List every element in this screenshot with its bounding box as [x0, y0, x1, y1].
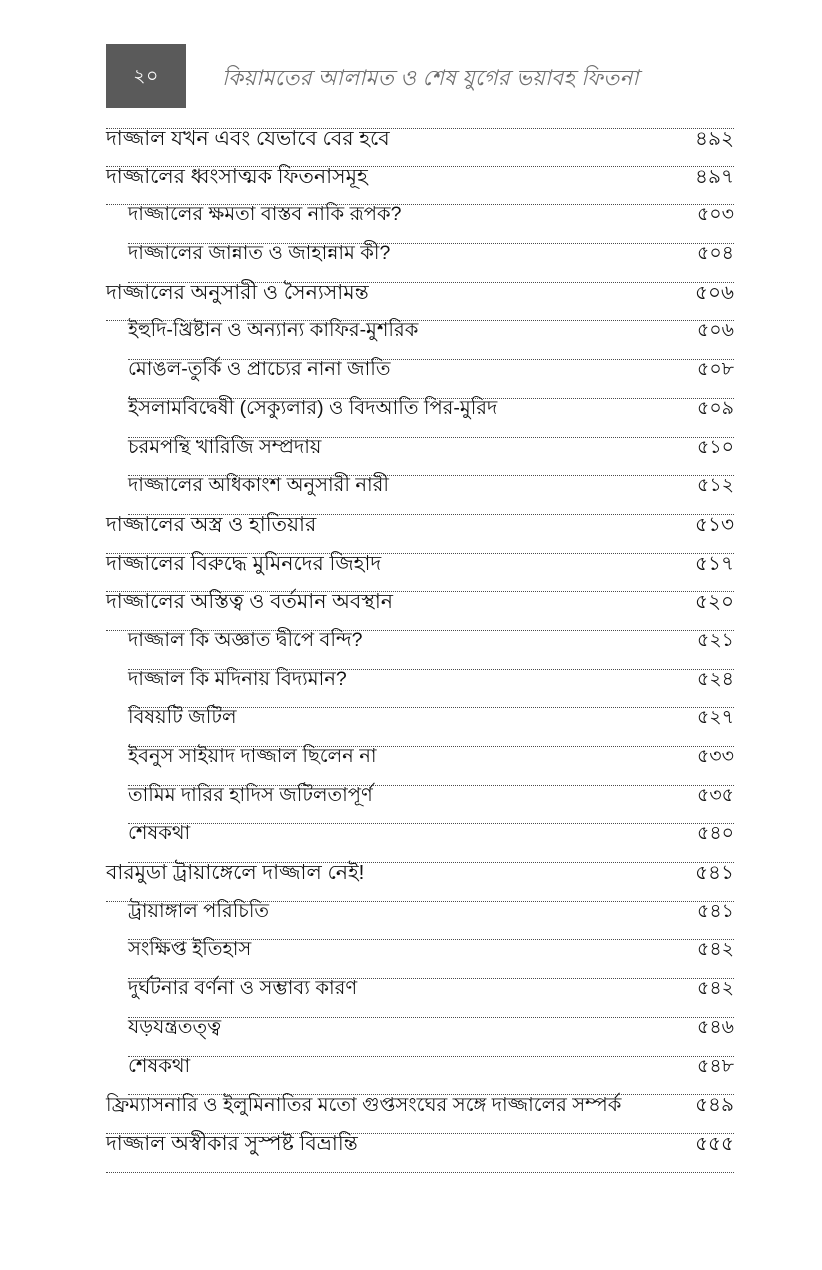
toc-entry-page-number: ৫০৪ [696, 243, 734, 265]
toc-entry-page-number: ৫৪১ [697, 900, 734, 922]
toc-entry[interactable] [128, 940, 734, 979]
toc-entry[interactable] [128, 667, 734, 709]
toc-entry[interactable] [128, 244, 734, 283]
toc-entry-page-number: ৫৪০ [696, 823, 734, 845]
toc-entry-page-number: ৫৩৫ [696, 784, 734, 806]
toc-entry-page-number: ৫৫৫ [695, 1132, 734, 1155]
toc-entry-page-number: ৫৪৯ [695, 1094, 734, 1117]
toc-entry-page-number: ৫৪৬ [696, 1016, 734, 1038]
toc-entry-title: দাজ্জালের অস্ত্র ও হাতিয়ার [106, 512, 317, 536]
toc-entry-title: সংক্ষিপ্ত ইতিহাস [128, 938, 252, 961]
toc-entry[interactable] [106, 128, 734, 167]
toc-entry[interactable] [128, 824, 734, 863]
toc-entry-page-number: ৫৪২ [696, 939, 734, 961]
toc-entry-page-number: ৫০৬ [695, 281, 734, 304]
toc-entry[interactable] [128, 1015, 734, 1057]
toc-entry-page-number: ৫১২ [696, 475, 734, 497]
toc-entry[interactable] [128, 435, 734, 477]
toc-entry[interactable] [128, 979, 734, 1018]
toc-entry-title: ইহুদি-খ্রিষ্টান ও অন্যান্য কাফির-মুশরিক [128, 319, 419, 342]
toc-entry-title: শেষকথা [128, 822, 191, 845]
toc-entry-title: দাজ্জাল যখন এবং যেভাবে বের হবে [106, 127, 390, 150]
toc-entry-page-number: ৫০৬ [696, 320, 734, 342]
toc-entry-page-number: ৪৯২ [695, 128, 734, 150]
toc-entry-page-number: ৫২৭ [696, 707, 734, 729]
toc-entry-page-number: ৫২৪ [696, 668, 734, 690]
toc-entry[interactable] [106, 863, 734, 902]
toc-entry[interactable] [128, 360, 734, 399]
toc-entry[interactable] [128, 1054, 734, 1096]
toc-entry-title: দাজ্জালের জান্নাত ও জাহান্নাম কী? [128, 242, 391, 265]
toc-entry-title: শেষকথা [128, 1054, 191, 1077]
toc-entry-title: দাজ্জালের অধিকাংশ অনুসারী নারী [128, 474, 389, 497]
toc-entry-title: চরমপন্থি খারিজি সম্প্রদায় [128, 435, 322, 458]
toc-entry-page-number: ৫১৩ [695, 513, 734, 536]
toc-entry[interactable] [106, 1095, 734, 1134]
toc-entry-title: দাজ্জাল অস্বীকার সুস্পষ্ট বিভ্রান্তি [106, 1131, 358, 1155]
running-title: কিয়ামতের আলামত ও শেষ যুগের ভয়াবহ ফিতনা [222, 66, 639, 90]
toc-entry-page-number: ৫১০ [696, 436, 734, 458]
folio-box [106, 44, 186, 108]
toc-entry[interactable] [128, 747, 734, 786]
toc-entry[interactable] [128, 708, 734, 747]
toc-entry[interactable] [128, 899, 734, 941]
toc-entry-page-number: ৫২০ [695, 591, 734, 614]
table-of-contents [106, 128, 734, 1173]
toc-entry[interactable] [128, 321, 734, 360]
toc-entry[interactable] [128, 783, 734, 825]
toc-entry-page-number: ৫১৭ [695, 552, 734, 575]
toc-entry[interactable] [128, 476, 734, 515]
toc-entry-title: যড়যন্ত্রতত্ত্ব [128, 1015, 222, 1038]
toc-entry-title: তামিম দারির হাদিস জটিলতাপূর্ণ [128, 783, 373, 806]
toc-entry-page-number: ৫০৯ [696, 397, 734, 419]
toc-entry-title: ফ্রিম্যাসনারি ও ইলুমিনাতির মতো গুপ্তসংঘের সঙ্গে দাজ্জালের সম্পর্ক [106, 1094, 622, 1117]
toc-entry-page-number: ৫০৩ [696, 204, 734, 226]
page-header [0, 0, 822, 120]
toc-entry-title: ইবনুস সাইয়াদ দাজ্জাল ছিলেন না [128, 745, 377, 767]
toc-entry-title: দাজ্জাল কি মদিনায় বিদ্যমান? [128, 667, 347, 690]
toc-entry[interactable] [106, 551, 734, 593]
toc-entry-title: দাজ্জালের ক্ষমতা বাস্তব নাকি রূপক? [128, 203, 402, 226]
toc-entry-page-number: ৫০৮ [696, 359, 734, 381]
toc-entry[interactable] [128, 628, 734, 670]
toc-entry-title: দাজ্জালের অস্তিত্ব ও বর্তমান অবস্থান [106, 590, 394, 614]
toc-entry-title: দাজ্জালের বিরুদ্ধে মুমিনদের জিহাদ [106, 551, 382, 575]
toc-entry-title: দাজ্জালের ধ্বংসাত্মক ফিতনাসমূহ [106, 164, 368, 188]
toc-entry-title: মোঙল-তুর্কি ও প্রাচ্যের নানা জাতি [128, 358, 391, 381]
toc-entry-title: বিষয়টি জটিল [128, 706, 237, 729]
toc-entry-title: ইসলামবিদ্বেষী (সেক্যুলার) ও বিদআতি পির-মুরিদ [128, 396, 498, 419]
toc-entry[interactable] [128, 205, 734, 244]
toc-entry[interactable] [106, 164, 734, 206]
toc-entry[interactable] [106, 592, 734, 631]
toc-entry-page-number: ৪৯৭ [695, 165, 734, 188]
toc-entry[interactable] [128, 396, 734, 438]
toc-entry-title: দাজ্জাল কি অজ্ঞাত দ্বীপে বন্দি? [128, 628, 363, 651]
toc-entry-page-number: ৫৩৩ [696, 746, 734, 767]
toc-entry-page-number: ৫৪২ [696, 978, 734, 1000]
toc-entry-title: ট্রায়াঙ্গাল পরিচিতি [128, 899, 270, 922]
folio-number: ২০ [133, 65, 159, 87]
toc-entry-title: বারমুডা ট্রায়াঙ্গেলে দাজ্জাল নেই! [106, 861, 365, 885]
toc-entry[interactable] [106, 512, 734, 554]
toc-entry-page-number: ৫৪১ [695, 862, 734, 885]
toc-entry-title: দাজ্জালের অনুসারী ও সৈন্যসামন্ত [106, 280, 369, 304]
toc-entry-page-number: ৫৪৮ [697, 1055, 734, 1077]
toc-entry[interactable] [106, 1131, 734, 1173]
toc-entry[interactable] [106, 280, 734, 322]
toc-entry-title: দুর্ঘটনার বর্ণনা ও সম্ভাব্য কারণ [128, 977, 358, 1000]
toc-entry-page-number: ৫২১ [696, 629, 734, 651]
